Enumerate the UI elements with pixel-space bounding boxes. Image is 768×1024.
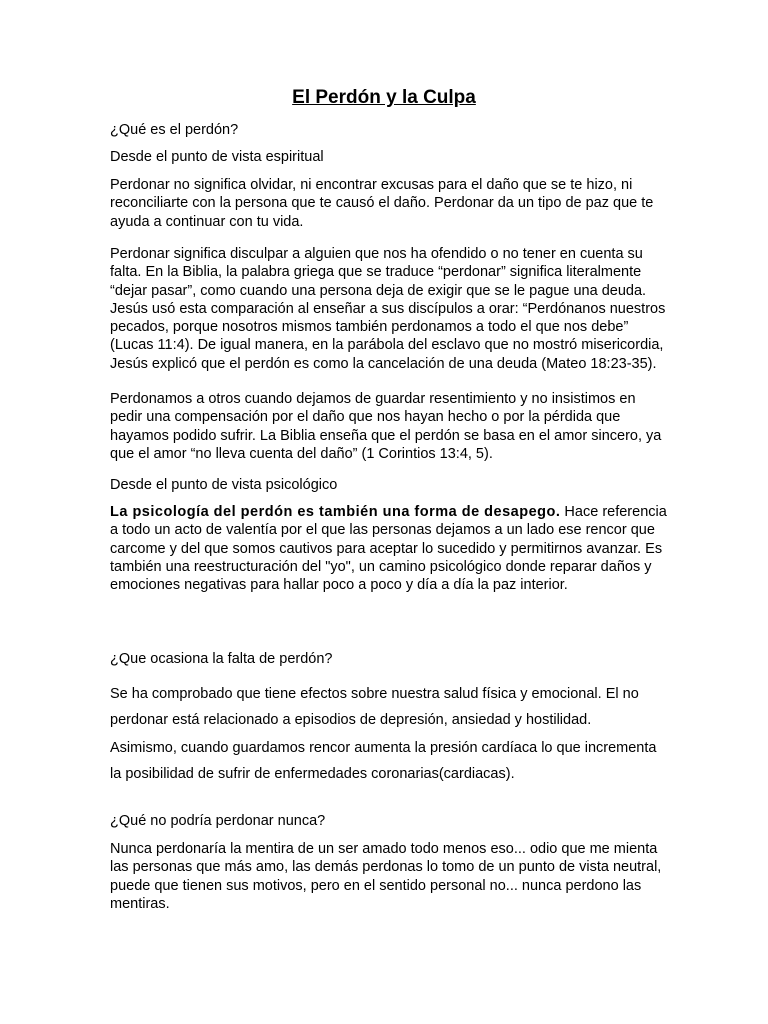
paragraph-3: Perdonamos a otros cuando dejamos de guardar resentimiento y no insistimos en pedir una compensación por el daño que nos hayan hecho o por la pérdida que hayamos podido sufrir. La Biblia enseña que el perdón se basa en el amor sincero, ya que el amor “no lleva cuenta del daño” (1 Corintios 13:4, 5). — [110, 391, 662, 462]
question-what-is-forgiveness: ¿Qué es el perdón? — [110, 122, 239, 138]
paragraph-4-rest: Hace referencia a todo un acto de valentía por el que las personas dejamos a un lado ese rencor que carcome y del que somos cautivos para aceptar lo sucedido y permitirnos avanzar. Es también una reestructuración del "yo", un camino psicológico donde reparar daños y emociones negativas para hallar poco a poco y día a día la paz interior. — [110, 504, 667, 594]
subheading-spiritual: Desde el punto de vista espiritual — [110, 149, 324, 165]
question-never-forgive: ¿Qué no podría perdonar nunca? — [110, 813, 326, 829]
paragraph-6: Asimismo, cuando guardamos rencor aumenta la presión cardíaca lo que incrementa la posibilidad de sufrir de enfermedades coronarias(cardiacas). — [110, 740, 657, 782]
paragraph-1: Perdonar no significa olvidar, ni encontrar excusas para el daño que se te hizo, ni reconciliarte con la persona que te causó el daño. Perdonar da un tipo de paz que te ayuda a continuar con tu vida. — [110, 177, 654, 230]
question-lack-of-forgiveness: ¿Que ocasiona la falta de perdón? — [110, 651, 333, 667]
paragraph-5: Se ha comprobado que tiene efectos sobre nuestra salud física y emocional. El no perdonar está relacionado a episodios de depresión, ansiedad y hostilidad. — [110, 686, 639, 728]
paragraph-2: Perdonar significa disculpar a alguien que nos ha ofendido o no tener en cuenta su falta. En la Biblia, la palabra griega que se traduce “perdonar” significa literalmente “dejar pasar”, como cuando una persona deja de exigir que se le pague una deuda. Jesús usó esta comparación al enseñar a sus discípulos a orar: “Perdónanos nuestros pecados, porque nosotros mismos también perdonamos a todo el que nos debe” (Lucas 11:4). De igual manera, en la parábola del esclavo que no mostró misericordia, Jesús explicó que el perdón es como la cancelación de una deuda (Mateo 18:23-35). — [110, 246, 666, 372]
paragraph-4-bold: La psicología del perdón es también una forma de desapego. — [110, 504, 561, 520]
document-title: El Perdón y la Culpa — [292, 87, 476, 108]
subheading-psychological: Desde el punto de vista psicológico — [110, 477, 338, 493]
paragraph-4 — [110, 503, 670, 594]
paragraph-7: Nunca perdonaría la mentira de un ser amado todo menos eso... odio que me mienta las personas que más amo, las demás perdonas lo tomo de un punto de vista neutral, puede que tienen sus motivos, pero en el sentido personal no... nunca perdono las mentiras. — [110, 841, 662, 912]
